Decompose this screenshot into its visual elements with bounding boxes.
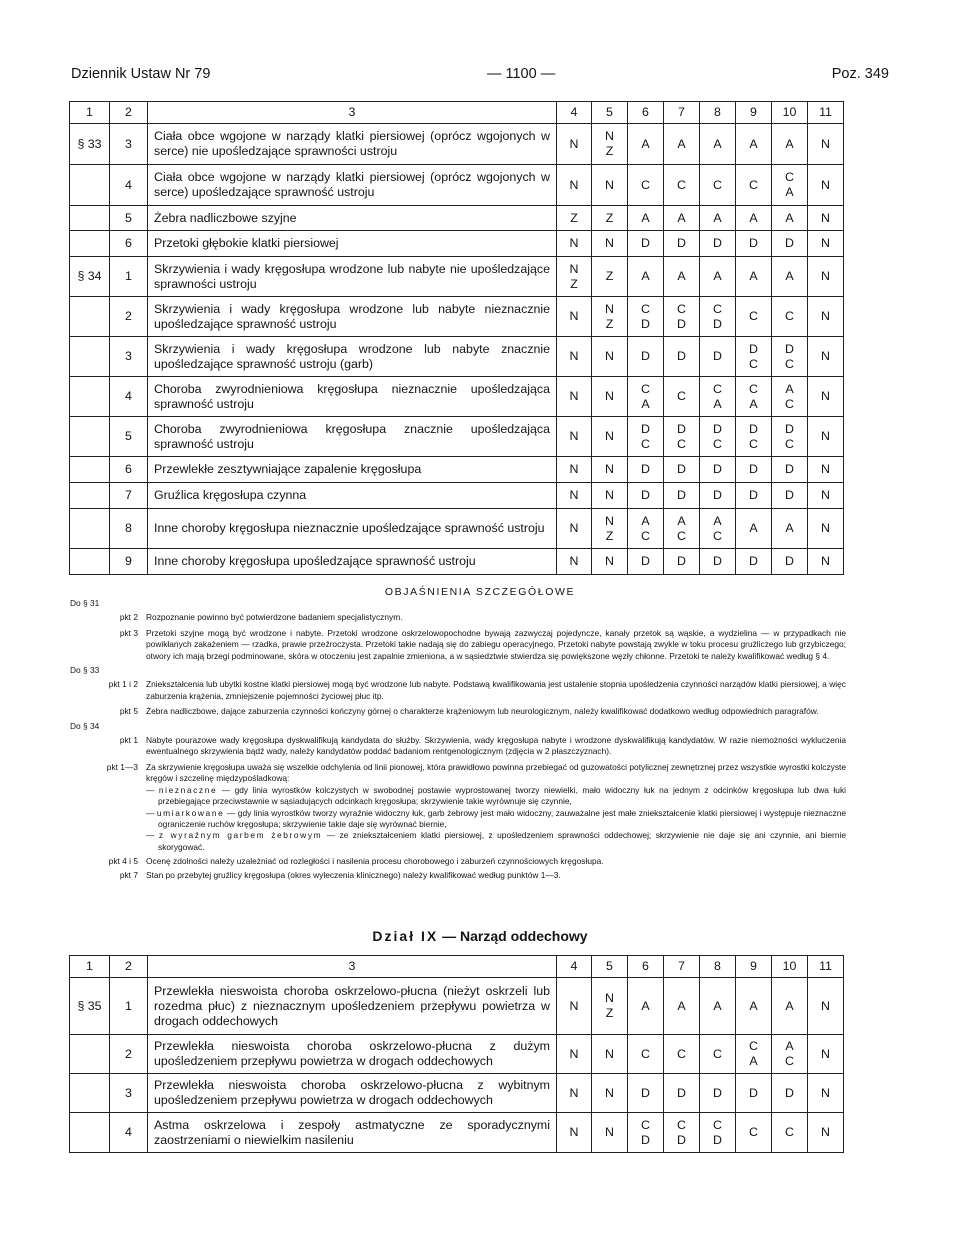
note-pkt1-3: [70, 762, 846, 853]
table-row: [70, 978, 844, 1035]
category-cell: A: [772, 257, 808, 297]
category-cell: C D: [664, 297, 700, 337]
category-cell: D C: [700, 417, 736, 457]
point-cell: 5: [110, 206, 148, 231]
note-pkt5: [70, 706, 846, 717]
category-cell: C: [736, 165, 772, 206]
category-cell: C D: [700, 1113, 736, 1153]
column-header: 10: [772, 102, 808, 124]
description-cell: Przewlekła nieswoista choroba oskrzelowo-płucna z wybitnym upośledzeniem przepływu powietrza w drogach oddechowych: [148, 1074, 557, 1113]
point-cell: 4: [110, 1113, 148, 1153]
table-row: [70, 417, 844, 457]
category-cell: C: [664, 1035, 700, 1074]
point-cell: 3: [110, 124, 148, 165]
column-header: 7: [664, 956, 700, 978]
paragraph-cell: [70, 1113, 110, 1153]
category-cell: N: [557, 509, 592, 549]
category-cell: D: [628, 231, 664, 257]
point-cell: 9: [110, 549, 148, 575]
column-header: 9: [736, 956, 772, 978]
category-cell: N: [557, 1113, 592, 1153]
category-cell: N: [808, 483, 844, 509]
category-cell: A: [736, 206, 772, 231]
description-cell: Inne choroby kręgosłupa upośledzające sprawność ustroju: [148, 549, 557, 575]
category-cell: N: [808, 1113, 844, 1153]
description-cell: Choroba zwyrodnieniowa kręgosłupa nieznacznie upośledzająca sprawność ustroju: [148, 377, 557, 417]
term: nieznaczne: [158, 784, 218, 795]
note-label: pkt 3: [119, 627, 138, 638]
category-cell: N: [808, 206, 844, 231]
paragraph-cell: [70, 417, 110, 457]
category-cell: C: [736, 297, 772, 337]
paragraph-cell: § 35: [70, 978, 110, 1035]
category-cell: A: [700, 257, 736, 297]
category-cell: C A: [736, 377, 772, 417]
category-cell: D: [772, 1074, 808, 1113]
point-cell: 4: [110, 165, 148, 206]
column-header: 10: [772, 956, 808, 978]
paragraph-cell: [70, 483, 110, 509]
category-cell: N: [808, 509, 844, 549]
description-cell: Żebra nadliczbowe szyjne: [148, 206, 557, 231]
category-cell: N Z: [592, 509, 628, 549]
point-cell: 2: [110, 1035, 148, 1074]
table-row: [70, 1074, 844, 1113]
column-header-row: [70, 956, 844, 978]
table-row: [70, 337, 844, 377]
category-cell: D: [664, 457, 700, 483]
table-row: [70, 1035, 844, 1074]
note-text: Przetoki szyjne mogą być wrodzone i nabyte. Przetoki wrodzone oskrzelowopochodne bywają zazwyczaj pojedyncze, kanały przetok są wąskie, a wydzielina — w przypadkach nie powikłanych zakażeniem — rzadka, prawie przeźroczysta. Przetoki takie nadają się do zabiegu operacyjnego. Przetoki nabyte powstają zwykle w toku procesu gruźliczego lub grzybiczego; otwory ich mają brzegi podminowane, skóra w otoczeniu jest zapalnie zmieniona, a w sąsiedztwie stwierdza się powiększone węzły chłonne. Przetoki te należy kwalifikować według § 4.: [146, 627, 846, 661]
category-cell: C D: [700, 297, 736, 337]
point-cell: 8: [110, 509, 148, 549]
column-header: 6: [628, 956, 664, 978]
point-cell: 2: [110, 297, 148, 337]
note-pkt7: [70, 870, 846, 881]
note-pkt4i5: [70, 856, 846, 867]
category-cell: N: [808, 978, 844, 1035]
paragraph-cell: [70, 165, 110, 206]
column-header: 11: [808, 956, 844, 978]
category-cell: N: [557, 377, 592, 417]
category-cell: A: [700, 124, 736, 165]
category-cell: D: [664, 483, 700, 509]
note-label: Do § 34: [70, 720, 100, 731]
note-text: Żebra nadliczbowe, dające zaburzenia czynności kończyny górnej o charakterze krążeniowym lub neurologicznym, należy kwalifikować dodatkowo według odpowiednich paragrafów.: [146, 706, 819, 717]
category-cell: N: [557, 417, 592, 457]
point-cell: 6: [110, 457, 148, 483]
description-cell: Choroba zwyrodnieniowa kręgosłupa znacznie upośledzająca sprawność ustroju: [148, 417, 557, 457]
column-header: 9: [736, 102, 772, 124]
paragraph-cell: [70, 1035, 110, 1074]
description-cell: Przewlekła nieswoista choroba oskrzelowo-płucna z dużym upośledzeniem przepływu powietrza w drogach oddechowych: [148, 1035, 557, 1074]
paragraph-cell: § 34: [70, 257, 110, 297]
detailed-notes: [70, 598, 846, 881]
category-cell: D C: [664, 417, 700, 457]
note-label: Do § 31: [70, 598, 100, 608]
description-cell: Inne choroby kręgosłupa nieznacznie upośledzające sprawność ustroju: [148, 509, 557, 549]
category-cell: C A: [700, 377, 736, 417]
point-cell: 1: [110, 257, 148, 297]
category-cell: C: [628, 1035, 664, 1074]
category-cell: D: [664, 337, 700, 377]
description-cell: Przewlekła nieswoista choroba oskrzelowo-płucna (nieżyt oskrzeli lub rozedma płuc) z nieznacznym upośledzeniem przepływu powietrza w drogach oddechowych: [148, 978, 557, 1035]
table-row: [70, 1113, 844, 1153]
category-cell: N: [592, 1035, 628, 1074]
category-cell: A: [700, 206, 736, 231]
paragraph-cell: [70, 377, 110, 417]
table-row: [70, 483, 844, 509]
note-do33: [70, 665, 846, 676]
category-cell: D: [772, 549, 808, 575]
category-cell: A: [664, 124, 700, 165]
page-number: — 1100 —: [486, 66, 556, 82]
note-text: Za skrzywienie kręgosłupa uważa się wszelkie odchylenia od linii pionowej, która prawidłowo powinna przebiegać od guzowatości potylicznej zewnętrznej przez wszystkie wyrostki kolczyste kręgów i szczelinę międzypośladkową:: [146, 761, 846, 784]
column-header: 5: [592, 102, 628, 124]
table-row: [70, 257, 844, 297]
category-cell: N: [592, 337, 628, 377]
category-cell: D: [700, 549, 736, 575]
category-cell: N: [592, 549, 628, 575]
description-cell: Astma oskrzelowa i zespoły astmatyczne ze sporadycznymi zaostrzeniami o niewielkim nasileniu: [148, 1113, 557, 1153]
table-row: [70, 549, 844, 575]
category-cell: N: [592, 1074, 628, 1113]
column-header: 1: [70, 956, 110, 978]
note-label: pkt 4 i 5: [108, 856, 138, 867]
category-cell: D C: [628, 417, 664, 457]
note-pkt3: [70, 628, 846, 662]
description-cell: Skrzywienia i wady kręgosłupa wrodzone lub nabyte znacznie upośledzające sprawność ustroju (garb): [148, 337, 557, 377]
category-cell: N: [808, 1074, 844, 1113]
category-cell: N: [557, 165, 592, 206]
category-cell: D: [736, 231, 772, 257]
description-cell: Ciała obce wgojone w narządy klatki piersiowej (oprócz wgojonych w serce) upośledzające sprawność ustroju: [148, 165, 557, 206]
category-cell: D: [664, 1074, 700, 1113]
category-cell: N: [808, 417, 844, 457]
category-cell: C: [664, 165, 700, 206]
category-cell: N: [808, 337, 844, 377]
category-cell: N: [592, 457, 628, 483]
category-cell: D: [772, 457, 808, 483]
column-header: 11: [808, 102, 844, 124]
page-header: [71, 64, 889, 84]
category-cell: Z: [592, 257, 628, 297]
paragraph-cell: [70, 337, 110, 377]
category-cell: N: [557, 1074, 592, 1113]
description-cell: Przewlekłe zesztywniające zapalenie kręgosłupa: [148, 457, 557, 483]
category-cell: C D: [628, 1113, 664, 1153]
note-label: pkt 5: [119, 706, 138, 717]
note-bullet-2: — umiarkowane — gdy linia wyrostków tworzy wyraźnie widoczny łuk, garb żebrowy jest mało widoczny, zauważalne jest małe zniekształcenie klatki piersiowej i występuje nieznaczne ograniczenie ruchów kręgosłupa; skrzywienie takie daje się wyrównać biernie,: [146, 807, 847, 829]
category-cell: D: [628, 337, 664, 377]
category-cell: C A: [772, 165, 808, 206]
category-cell: C: [772, 297, 808, 337]
category-cell: N: [557, 978, 592, 1035]
category-cell: C A: [628, 377, 664, 417]
category-cell: N: [557, 549, 592, 575]
table-row: [70, 165, 844, 206]
column-header: 3: [148, 102, 557, 124]
category-cell: A: [772, 978, 808, 1035]
journal-title: Dziennik Ustaw Nr 79: [71, 66, 211, 82]
column-header-row: [70, 102, 844, 124]
category-cell: N: [557, 297, 592, 337]
category-cell: D C: [772, 337, 808, 377]
category-cell: D: [628, 549, 664, 575]
category-cell: A C: [772, 1035, 808, 1074]
qualification-table-2: [69, 955, 844, 1153]
description-cell: Skrzywienia i wady kręgosłupa wrodzone lub nabyte nieznacznie upośledzające sprawność ustroju: [148, 297, 557, 337]
category-cell: N: [557, 124, 592, 165]
table-row: [70, 297, 844, 337]
category-cell: N: [557, 231, 592, 257]
category-cell: A C: [700, 509, 736, 549]
category-cell: A: [736, 509, 772, 549]
category-cell: N: [808, 231, 844, 257]
column-header: 8: [700, 956, 736, 978]
table-row: [70, 377, 844, 417]
note-label: pkt 2: [119, 612, 138, 623]
note-pkt2: [70, 612, 846, 623]
category-cell: N: [592, 483, 628, 509]
position-number: Poz. 349: [831, 66, 889, 82]
note-label: pkt 7: [119, 869, 138, 880]
category-cell: N: [592, 377, 628, 417]
note-text: Nabyte pourazowe wady kręgosłupa dyskwalifikują kandydata do służby. Skrzywienia, wady kręgosłupa nabyte i wrodzone dyskwalifikują kandydatów. W razie niemożności wykluczenia ewentualnego skrzywienia bądź wady, należy kandydatów poddać badaniom rentgenologicznym (zdjęcia w 2 płaszczyznach).: [146, 735, 846, 757]
category-cell: C: [772, 1113, 808, 1153]
category-cell: D C: [736, 417, 772, 457]
column-header: 2: [110, 956, 148, 978]
point-cell: 7: [110, 483, 148, 509]
category-cell: N: [592, 1113, 628, 1153]
category-cell: A: [664, 206, 700, 231]
paragraph-cell: [70, 1074, 110, 1113]
paragraph-cell: [70, 549, 110, 575]
table-row: [70, 231, 844, 257]
category-cell: C: [700, 1035, 736, 1074]
category-cell: A: [628, 124, 664, 165]
category-cell: D: [700, 231, 736, 257]
column-header: 3: [148, 956, 557, 978]
description-cell: Skrzywienia i wady kręgosłupa wrodzone lub nabyte nie upośledzające sprawności ustroju: [148, 257, 557, 297]
category-cell: C D: [628, 297, 664, 337]
category-cell: N: [808, 549, 844, 575]
table-row: [70, 124, 844, 165]
category-cell: A: [736, 257, 772, 297]
category-cell: N: [808, 124, 844, 165]
category-cell: A: [628, 257, 664, 297]
point-cell: 1: [110, 978, 148, 1035]
column-header: 1: [70, 102, 110, 124]
category-cell: N: [808, 165, 844, 206]
category-cell: C: [736, 1113, 772, 1153]
note-text: Rozpoznanie powinno być potwierdzone badaniem specjalistycznym.: [146, 612, 403, 623]
note-text: Zniekształcenia lub ubytki kostne klatki piersiowej mogą być wrodzone lub nabyte. Podstawą kwalifikowania jest ustalenie stopnia upośledzenia czynności narządów klatki piersiowej, a więc zaburzenia krążenia, zmniejszenie pojemności życiowej płuc itp.: [146, 679, 846, 701]
note-bullet-1: — nieznaczne — gdy linia wyrostków kolczystych w swobodnej postawie wyprostowanej tworzy niewielki, mało widoczny łuk na jednym z odcinków kręgosłupa lub dwa łuki przebiegające przeciwstawnie w sąsiadujących odcinkach kręgosłupa; skrzywienie takie wyrównuje się czynnie,: [146, 784, 846, 807]
category-cell: C D: [664, 1113, 700, 1153]
category-cell: A C: [664, 509, 700, 549]
category-cell: A: [772, 124, 808, 165]
category-cell: A: [736, 978, 772, 1035]
paragraph-cell: § 33: [70, 124, 110, 165]
description-cell: Gruźlica kręgosłupa czynna: [148, 483, 557, 509]
category-cell: D C: [736, 337, 772, 377]
category-cell: A: [628, 206, 664, 231]
category-cell: C A: [736, 1035, 772, 1074]
category-cell: D: [700, 1074, 736, 1113]
column-header: 6: [628, 102, 664, 124]
note-label: Do § 33: [70, 665, 100, 676]
category-cell: D: [664, 549, 700, 575]
category-cell: N: [557, 457, 592, 483]
category-cell: A: [736, 124, 772, 165]
category-cell: A C: [628, 509, 664, 549]
category-cell: A C: [772, 377, 808, 417]
category-cell: N: [808, 297, 844, 337]
description-cell: Ciała obce wgojone w narządy klatki piersiowej (oprócz wgojonych w serce) nie upośledzające sprawności ustroju: [148, 124, 557, 165]
column-header: 5: [592, 956, 628, 978]
notes-title: OBJAŚNIENIA SZCZEGÓŁOWE: [384, 586, 576, 598]
note-pkt1: [70, 735, 846, 758]
paragraph-cell: [70, 457, 110, 483]
column-header: 8: [700, 102, 736, 124]
point-cell: 5: [110, 417, 148, 457]
paragraph-cell: [70, 231, 110, 257]
note-text: Stan po przebytej gruźlicy kręgosłupa (okres wyleczenia klinicznego) należy kwalifikować według punktów 1—3.: [146, 869, 561, 880]
note-bullet-3: — z wyraźnym garbem żebrowym — ze zniekształceniem klatki piersiowej, z upośledzeniem sprawności oddechowej; skrzywienie nie daje się ani czynnie, ani biernie skorygować.: [146, 830, 847, 852]
note-do34: [70, 721, 846, 732]
category-cell: A: [772, 206, 808, 231]
note-label: pkt 1—3: [106, 761, 138, 772]
table-row: [70, 206, 844, 231]
category-cell: D: [664, 231, 700, 257]
table-row: [70, 457, 844, 483]
category-cell: N Z: [592, 124, 628, 165]
category-cell: N: [808, 1035, 844, 1074]
category-cell: N: [808, 377, 844, 417]
category-cell: N Z: [557, 257, 592, 297]
category-cell: D: [772, 231, 808, 257]
category-cell: C: [664, 377, 700, 417]
category-cell: D: [736, 483, 772, 509]
category-cell: C: [700, 165, 736, 206]
section-title: Dział IX — Narząd oddechowy: [372, 928, 588, 944]
category-cell: N: [808, 457, 844, 483]
category-cell: D: [700, 483, 736, 509]
note-pkt1i2: [70, 679, 846, 702]
table-row: [70, 509, 844, 549]
point-cell: 3: [110, 1074, 148, 1113]
category-cell: N: [808, 257, 844, 297]
category-cell: D: [700, 457, 736, 483]
paragraph-cell: [70, 509, 110, 549]
category-cell: C: [628, 165, 664, 206]
qualification-table-1: [69, 101, 844, 575]
point-cell: 3: [110, 337, 148, 377]
category-cell: N: [557, 1035, 592, 1074]
note-do31: [70, 598, 846, 609]
category-cell: Z: [592, 206, 628, 231]
category-cell: N Z: [592, 978, 628, 1035]
category-cell: Z: [557, 206, 592, 231]
column-header: 4: [557, 102, 592, 124]
point-cell: 6: [110, 231, 148, 257]
category-cell: N: [592, 417, 628, 457]
category-cell: D: [628, 1074, 664, 1113]
point-cell: 4: [110, 377, 148, 417]
category-cell: N: [592, 231, 628, 257]
category-cell: D: [736, 1074, 772, 1113]
category-cell: D: [628, 483, 664, 509]
paragraph-cell: [70, 206, 110, 231]
category-cell: A: [772, 509, 808, 549]
category-cell: D: [736, 457, 772, 483]
column-header: 4: [557, 956, 592, 978]
category-cell: A: [664, 257, 700, 297]
paragraph-cell: [70, 297, 110, 337]
category-cell: N: [592, 165, 628, 206]
category-cell: D: [628, 457, 664, 483]
note-text: Ocenę zdolności należy uzależniać od rozległości i nasilenia procesu chorobowego i zaburzeń czynnościowych kręgosłupa.: [146, 856, 604, 867]
category-cell: N: [557, 337, 592, 377]
note-label: pkt 1: [119, 735, 138, 746]
note-label: pkt 1 i 2: [108, 679, 138, 690]
category-cell: N: [557, 483, 592, 509]
term: z wyraźnym garbem żebrowym: [158, 830, 323, 841]
category-cell: A: [664, 978, 700, 1035]
category-cell: D: [772, 483, 808, 509]
category-cell: A: [700, 978, 736, 1035]
category-cell: D C: [772, 417, 808, 457]
description-cell: Przetoki głębokie klatki piersiowej: [148, 231, 557, 257]
column-header: 2: [110, 102, 148, 124]
category-cell: D: [700, 337, 736, 377]
column-header: 7: [664, 102, 700, 124]
category-cell: D: [736, 549, 772, 575]
category-cell: N Z: [592, 297, 628, 337]
term: umiarkowane: [156, 807, 225, 818]
category-cell: A: [628, 978, 664, 1035]
